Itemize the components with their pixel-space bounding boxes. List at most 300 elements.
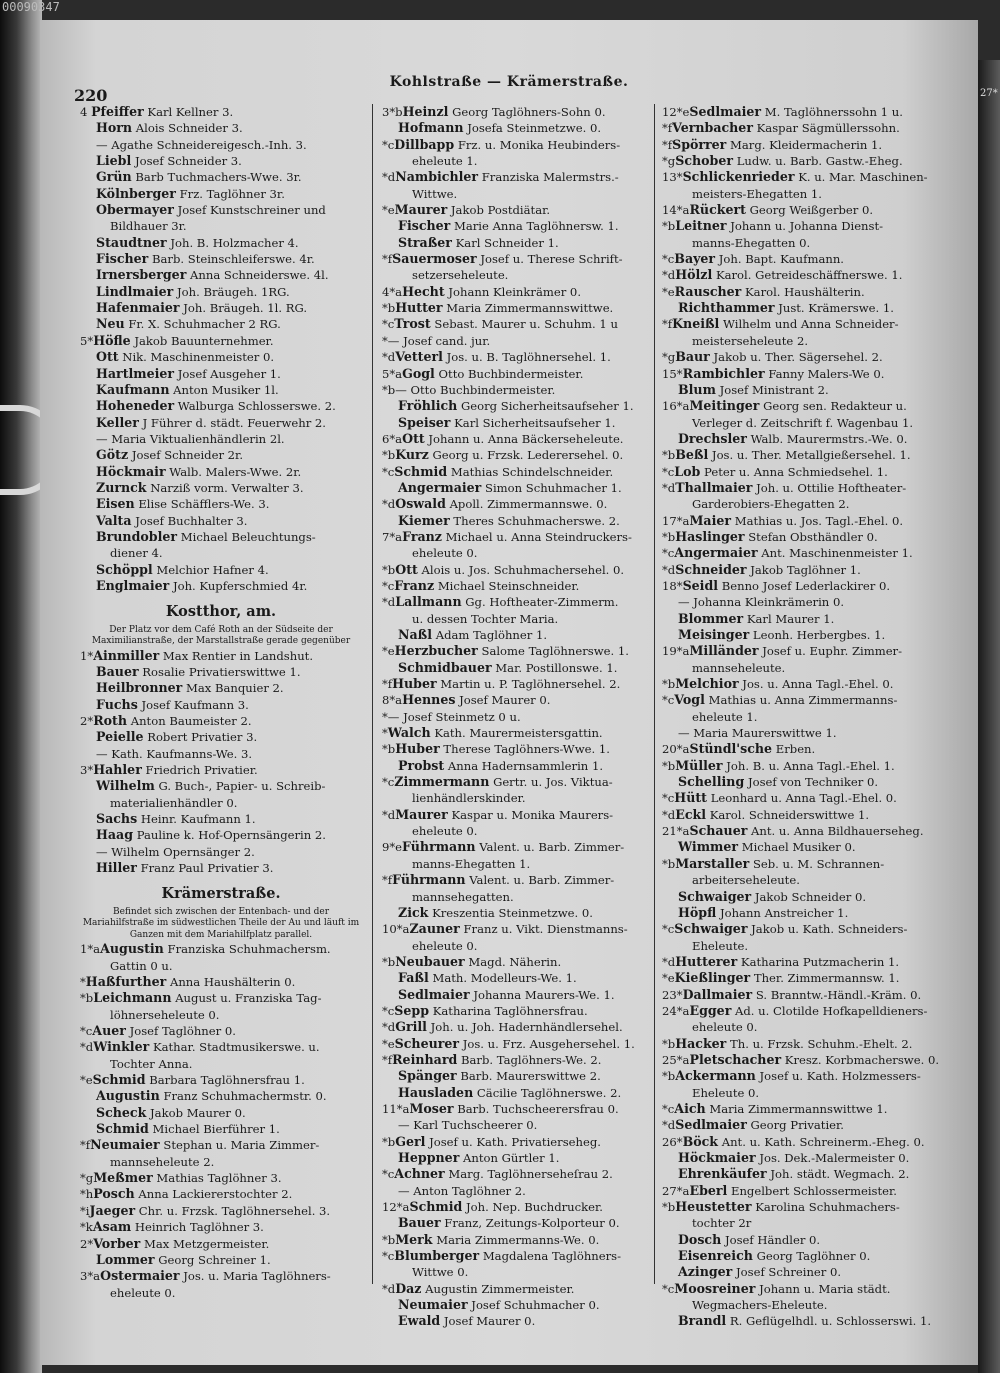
directory-entry bbox=[662, 921, 944, 937]
entry-prefix: 2* bbox=[80, 714, 94, 729]
directory-entry bbox=[662, 1019, 944, 1035]
directory-entry bbox=[382, 1183, 664, 1199]
directory-entry bbox=[662, 611, 944, 627]
entry-prefix: eheleute 0. bbox=[412, 938, 478, 953]
entry-prefix: *c bbox=[662, 546, 675, 561]
directory-entry bbox=[382, 921, 664, 937]
entry-name: Schmid bbox=[394, 463, 448, 479]
directory-entry bbox=[80, 366, 362, 382]
entry-details: Frz. Taglöhner 3r. bbox=[179, 186, 285, 201]
directory-entry bbox=[382, 480, 664, 496]
entry-details: Heinrich Taglöhner 3. bbox=[134, 1220, 264, 1235]
directory-entry bbox=[80, 480, 362, 496]
entry-details: Kaspar u. Monika Maurers- bbox=[451, 807, 614, 822]
entry-details: Georg Weißgerber 0. bbox=[749, 203, 874, 218]
directory-entry bbox=[80, 415, 362, 431]
entry-name: Melchior bbox=[675, 676, 739, 692]
entry-name: Keller bbox=[96, 414, 139, 430]
entry-prefix: *d bbox=[382, 170, 396, 185]
entry-prefix: *c bbox=[382, 317, 395, 332]
directory-entry bbox=[382, 1264, 664, 1280]
entry-details: Maria Zimmermannswittwe 1. bbox=[709, 1101, 888, 1116]
directory-entry bbox=[382, 611, 664, 627]
entry-name: Höckmaier bbox=[678, 1150, 756, 1165]
entry-name: Schmidbauer bbox=[398, 659, 492, 675]
entry-details: Alois u. Jos. Schuhmachersehel. 0. bbox=[421, 562, 625, 577]
entry-name: Trost bbox=[394, 316, 431, 332]
entry-name: Haßfurther bbox=[85, 974, 167, 989]
entry-details: Robert Privatier 3. bbox=[147, 730, 258, 745]
entry-name: Götz bbox=[96, 447, 129, 463]
entry-name: Angermaier bbox=[674, 545, 758, 561]
book-binding-edge bbox=[0, 0, 42, 1373]
directory-entry bbox=[80, 496, 362, 512]
entry-prefix: — Anton Taglöhner 2. bbox=[398, 1183, 526, 1198]
entry-details: Jos. u. Maria Taglöhners- bbox=[183, 1269, 331, 1284]
directory-entry bbox=[662, 333, 944, 349]
directory-entry bbox=[80, 382, 362, 398]
entry-name: Höfle bbox=[93, 332, 131, 348]
entry-details: Georg Sicherheitsaufseher 1. bbox=[461, 399, 634, 414]
entry-details: Th. u. Frzsk. Schuhm.-Ehelt. 2. bbox=[730, 1036, 913, 1051]
entry-prefix: diener 4. bbox=[110, 546, 163, 561]
entry-details: Josef u. Euphr. Zimmer- bbox=[762, 644, 903, 659]
directory-entry bbox=[382, 186, 664, 202]
directory-entry bbox=[382, 594, 664, 610]
entry-name: Hausladen bbox=[398, 1084, 474, 1100]
entry-prefix: arbeiterseheleute. bbox=[692, 873, 800, 888]
entry-name: Rambichler bbox=[682, 365, 765, 381]
entry-name: Schneider bbox=[675, 561, 747, 577]
directory-entry bbox=[382, 1248, 664, 1264]
directory-entry bbox=[662, 251, 944, 267]
directory-entry bbox=[382, 1019, 664, 1035]
entry-prefix: 17*a bbox=[662, 513, 690, 528]
entry-details: Marie Anna Taglöhnersw. 1. bbox=[453, 219, 619, 234]
entry-prefix: *f bbox=[662, 121, 673, 136]
entry-details: Kathar. Stadtmusikerswe. u. bbox=[152, 1040, 320, 1055]
directory-entry bbox=[382, 987, 664, 1003]
entry-prefix: Eheleute 0. bbox=[692, 1085, 760, 1100]
entry-name: Azinger bbox=[678, 1264, 733, 1280]
entry-details: Erben. bbox=[775, 742, 816, 757]
directory-entry bbox=[80, 990, 362, 1006]
directory-entry bbox=[382, 627, 664, 643]
entry-details: Josef u. Therese Schrift- bbox=[480, 252, 623, 267]
entry-details: Max Banquier 2. bbox=[185, 681, 284, 696]
directory-entry bbox=[80, 218, 362, 234]
directory-entry bbox=[662, 366, 944, 382]
entry-name: Achner bbox=[394, 1166, 445, 1182]
entry-name: Vogl bbox=[674, 692, 705, 708]
entry-details: Friedrich Privatier. bbox=[145, 763, 258, 778]
directory-entry bbox=[80, 811, 362, 827]
entry-details: Engelbert Schlossermeister. bbox=[731, 1183, 897, 1198]
entry-details: Magd. Näherin. bbox=[468, 954, 562, 969]
entry-details: J Führer d. städt. Feuerwehr 2. bbox=[142, 415, 326, 430]
entry-name: Neumaier bbox=[398, 1297, 468, 1313]
entry-details: Josef Taglöhner 0. bbox=[129, 1024, 236, 1039]
directory-entry bbox=[662, 431, 944, 447]
entry-prefix: 19*a bbox=[662, 644, 690, 659]
entry-details: Anton Gürtler 1. bbox=[463, 1151, 560, 1165]
entry-name: Dillbapp bbox=[394, 136, 455, 152]
directory-entry bbox=[80, 1039, 362, 1055]
entry-name: Auer bbox=[92, 1023, 126, 1039]
entry-prefix: *h bbox=[80, 1187, 94, 1202]
entry-details: Frz. u. Monika Heubinders- bbox=[457, 137, 621, 152]
directory-entry bbox=[80, 1203, 362, 1219]
entry-details: Joh. städt. Wegmach. 2. bbox=[770, 1167, 910, 1182]
entry-details: Georg Schreiner 1. bbox=[158, 1252, 271, 1267]
entry-prefix: *d bbox=[382, 1020, 396, 1035]
entry-name: Zauner bbox=[409, 921, 460, 937]
entry-prefix: *d bbox=[80, 1040, 94, 1055]
entry-name: Baur bbox=[675, 349, 710, 365]
directory-entry bbox=[382, 1150, 664, 1166]
directory-entry bbox=[382, 970, 664, 986]
directory-entry bbox=[80, 1137, 362, 1153]
entry-details: Franz Paul Privatier 3. bbox=[140, 861, 274, 876]
entry-name: Leichmann bbox=[93, 990, 172, 1006]
entry-details: Johann u. Johanna Dienst- bbox=[730, 219, 884, 234]
entry-name: Sachs bbox=[96, 811, 138, 827]
entry-name: Zick bbox=[398, 904, 429, 920]
entry-prefix: *f bbox=[382, 873, 393, 888]
section-note: Befindet sich zwischen der Entenbach- und der Mariahilfstraße im südwestlichen Theile der Au und läuft im Ganzen mit dem Mariahilfplatz parallel. bbox=[82, 906, 360, 940]
entry-details: Joh. B. u. Anna Tagl.-Ehel. 1. bbox=[726, 758, 895, 773]
entry-name: Peielle bbox=[96, 729, 144, 745]
entry-prefix: — Kath. Kaufmanns-We. 3. bbox=[96, 746, 253, 761]
directory-entry bbox=[80, 1268, 362, 1284]
entry-prefix: *c bbox=[662, 464, 675, 479]
entry-prefix: 20*a bbox=[662, 742, 690, 757]
directory-entry bbox=[80, 513, 362, 529]
entry-details: Franz, Zeitungs-Kolporteur 0. bbox=[444, 1216, 620, 1231]
entry-name: Scheck bbox=[96, 1104, 147, 1120]
entry-details: Max Metzgermeister. bbox=[143, 1236, 270, 1251]
directory-entry bbox=[662, 235, 944, 251]
directory-entry bbox=[382, 333, 664, 349]
directory-entry bbox=[382, 692, 664, 708]
entry-name: Hölzl bbox=[675, 267, 713, 283]
directory-entry bbox=[80, 267, 362, 283]
directory-entry bbox=[662, 856, 944, 872]
entry-details: Michael u. Anna Steindruckers- bbox=[445, 529, 632, 544]
directory-entry bbox=[80, 202, 362, 218]
entry-prefix: *b bbox=[662, 758, 676, 773]
entry-name: Vetterl bbox=[395, 349, 443, 365]
directory-entry bbox=[662, 1166, 944, 1182]
directory-entry bbox=[662, 1232, 944, 1248]
directory-entry bbox=[382, 1036, 664, 1052]
entry-details: Georg sen. Redakteur u. bbox=[763, 399, 907, 414]
entry-name: Hartlmeier bbox=[96, 365, 175, 381]
entry-name: Liebl bbox=[96, 153, 132, 169]
entry-name: Spörrer bbox=[672, 136, 727, 152]
directory-entry bbox=[662, 137, 944, 153]
entry-prefix: *g bbox=[80, 1171, 94, 1186]
directory-entry bbox=[662, 1264, 944, 1280]
entry-name: Hennes bbox=[402, 692, 456, 708]
directory-entry bbox=[80, 300, 362, 316]
entry-name: Moosreiner bbox=[674, 1280, 756, 1296]
entry-name: Gerl bbox=[395, 1133, 426, 1149]
entry-prefix: 23* bbox=[662, 987, 683, 1002]
entry-details: Johann u. Maria städt. bbox=[759, 1281, 891, 1296]
directory-entry bbox=[662, 169, 944, 185]
directory-entry bbox=[382, 1232, 664, 1248]
entry-prefix: *b bbox=[662, 856, 676, 871]
entry-prefix: meisterseheleute 2. bbox=[692, 333, 809, 348]
entry-details: Kaspar Sägmüllerssohn. bbox=[756, 121, 900, 136]
directory-entry bbox=[382, 447, 664, 463]
entry-details: Franz u. Vikt. Dienstmanns- bbox=[463, 922, 628, 937]
entry-name: Sedlmaier bbox=[689, 104, 762, 119]
directory-entry bbox=[662, 120, 944, 136]
directory-entry bbox=[662, 627, 944, 643]
entry-name: Grill bbox=[395, 1019, 427, 1035]
entry-prefix: *f bbox=[662, 317, 673, 332]
directory-entry bbox=[80, 431, 362, 447]
entry-name: Kaufmann bbox=[96, 381, 170, 397]
directory-entry bbox=[662, 398, 944, 414]
column-rule bbox=[372, 104, 373, 1284]
entry-details: Stephan u. Maria Zimmer- bbox=[163, 1138, 320, 1153]
entry-details: — Josef cand. jur. bbox=[387, 333, 491, 348]
entry-details: Ad. u. Clotilde Hofkapelldieners- bbox=[735, 1003, 928, 1018]
entry-prefix: *b bbox=[382, 448, 396, 463]
entry-prefix: eheleute 0. bbox=[412, 546, 478, 561]
entry-details: Jos. u. Ther. Metallgießersehel. 1. bbox=[711, 448, 911, 463]
entry-name: Angermaier bbox=[398, 479, 482, 495]
directory-entry bbox=[382, 872, 664, 888]
entry-prefix: *b bbox=[662, 448, 676, 463]
entry-name: Rückert bbox=[689, 202, 746, 218]
entry-prefix: — Wilhelm Opernsänger 2. bbox=[96, 844, 255, 859]
entry-name: Milländer bbox=[689, 643, 759, 659]
entry-details: Josef Schuhmacher 0. bbox=[471, 1298, 600, 1313]
entry-details: Alois Schneider 3. bbox=[135, 121, 243, 136]
entry-name: Huber bbox=[395, 741, 440, 757]
entry-details: Walburga Schlosserswe. 2. bbox=[177, 399, 336, 414]
entry-prefix: *e bbox=[80, 1073, 93, 1088]
entry-details: Kresz. Korbmacherswe. 0. bbox=[784, 1052, 940, 1067]
entry-details: Salome Taglöhnerswe. 1. bbox=[481, 644, 629, 659]
entry-name: Eisen bbox=[96, 496, 135, 512]
directory-entry bbox=[80, 529, 362, 545]
entry-prefix: Bildhauer 3r. bbox=[110, 219, 187, 234]
entry-details: Leonhard u. Anna Tagl.-Ehel. 0. bbox=[710, 791, 897, 806]
entry-prefix: *b bbox=[382, 301, 396, 316]
entry-prefix: *g bbox=[662, 350, 676, 365]
entry-prefix: *b bbox=[662, 219, 676, 234]
entry-name: Ehrenkäufer bbox=[678, 1166, 767, 1182]
entry-details: Jakob u. Ther. Sägersehel. 2. bbox=[713, 350, 883, 365]
entry-details: Ludw. u. Barb. Gastw.-Eheg. bbox=[736, 154, 903, 169]
entry-details: Georg u. Frzsk. Lederersehel. 0. bbox=[432, 448, 624, 463]
entry-details: Mar. Postillonswe. 1. bbox=[495, 660, 618, 675]
directory-entry bbox=[382, 1101, 664, 1117]
directory-entry bbox=[662, 464, 944, 480]
entry-name: Eisenreich bbox=[678, 1248, 753, 1264]
entry-prefix: 5*a bbox=[382, 366, 403, 381]
entry-details: Franz Schuhmachermstr. 0. bbox=[163, 1089, 327, 1104]
directory-entry bbox=[382, 1052, 664, 1068]
entry-details: Michael Bierführer 1. bbox=[152, 1122, 280, 1137]
entry-prefix: * bbox=[382, 726, 388, 741]
entry-details: Johann u. Anna Bäckerseheleute. bbox=[428, 431, 624, 446]
directory-entry bbox=[662, 594, 944, 610]
next-page-fragment: 27* bbox=[980, 88, 998, 99]
entry-details: Barb. Taglöhners-We. 2. bbox=[460, 1052, 602, 1067]
page-number: 220 bbox=[74, 86, 108, 105]
directory-entry bbox=[382, 790, 664, 806]
entry-name: Egger bbox=[689, 1002, 732, 1018]
entry-prefix: *b bbox=[382, 562, 396, 577]
directory-entry bbox=[382, 169, 664, 185]
entry-details: Jakob Maurer 0. bbox=[150, 1105, 246, 1120]
entry-prefix: * bbox=[80, 975, 86, 989]
directory-entry bbox=[662, 741, 944, 757]
directory-entry bbox=[662, 1199, 944, 1215]
entry-details: Josef Kaufmann 3. bbox=[141, 697, 249, 712]
entry-name: Schlickenrieder bbox=[682, 169, 795, 185]
entry-name: Bauer bbox=[398, 1215, 441, 1231]
entry-prefix: *e bbox=[382, 1036, 395, 1051]
directory-entry bbox=[80, 1007, 362, 1023]
directory-entry bbox=[662, 905, 944, 921]
entry-prefix: *b bbox=[80, 991, 94, 1006]
entry-details: Ant. u. Anna Bildhauerseheg. bbox=[751, 824, 924, 839]
entry-details: Walb. Malers-Wwe. 2r. bbox=[169, 464, 302, 479]
entry-details: Cäcilie Taglöhnerswe. 2. bbox=[476, 1085, 622, 1100]
directory-entry bbox=[382, 1068, 664, 1084]
entry-name: Drechsler bbox=[678, 430, 747, 446]
directory-entry bbox=[662, 496, 944, 512]
entry-details: Georg Taglöhner 0. bbox=[756, 1249, 871, 1264]
directory-entry bbox=[80, 1072, 362, 1088]
entry-prefix: *k bbox=[80, 1220, 93, 1235]
entry-details: Franziska Malermstrs.- bbox=[481, 170, 619, 185]
entry-name: Probst bbox=[398, 757, 445, 773]
entry-prefix: 1*a bbox=[80, 942, 101, 957]
entry-prefix: *c bbox=[662, 1281, 675, 1296]
entry-details: Josef Ausgeher 1. bbox=[177, 366, 281, 381]
entry-details: Ant. u. Kath. Schreinerm.-Eheg. 0. bbox=[721, 1134, 925, 1149]
entry-name: Fischer bbox=[398, 218, 451, 234]
directory-entry bbox=[80, 974, 362, 990]
entry-name: Irnersberger bbox=[96, 267, 187, 283]
entry-name: Naßl bbox=[398, 627, 433, 642]
entry-prefix: 6*a bbox=[382, 431, 403, 446]
entry-prefix: *c bbox=[662, 252, 675, 267]
scan-id: 00090347 bbox=[2, 0, 60, 14]
entry-name: Haag bbox=[96, 827, 134, 843]
entry-details: Johann Kleinkrämer 0. bbox=[448, 284, 581, 299]
directory-entry bbox=[80, 137, 362, 153]
directory-entry bbox=[382, 464, 664, 480]
entry-details: Simon Schuhmacher 1. bbox=[485, 480, 622, 495]
entry-name: Schober bbox=[675, 153, 733, 169]
directory-entry bbox=[382, 1313, 664, 1329]
entry-details: Johann Anstreicher 1. bbox=[719, 905, 849, 920]
entry-details: Anna Hadernsammlerin 1. bbox=[447, 758, 604, 773]
entry-prefix: Verleger d. Zeitschrift f. Wagenbau 1. bbox=[692, 415, 914, 430]
directory-entry bbox=[382, 529, 664, 545]
entry-details: Kreszentia Steinmetzwe. 0. bbox=[432, 905, 593, 920]
entry-prefix: löhnerseheleute 0. bbox=[110, 1007, 220, 1022]
entry-name: Asam bbox=[92, 1219, 132, 1235]
entry-details: Michael Steinschneider. bbox=[437, 578, 580, 593]
entry-prefix: mannseheleute. bbox=[692, 660, 786, 675]
entry-details: Walb. Maurermstrs.-We. 0. bbox=[750, 431, 908, 446]
entry-details: Joh. Bräugeh. 1l. RG. bbox=[183, 301, 308, 316]
entry-name: Maurer bbox=[395, 806, 448, 822]
entry-details: Nik. Maschinenmeister 0. bbox=[122, 350, 275, 365]
entry-details: M. Taglöhnerssohn 1 u. bbox=[764, 105, 903, 119]
entry-name: Schmid bbox=[92, 1072, 146, 1088]
directory-entry bbox=[382, 1297, 664, 1313]
entry-name: Schmid bbox=[409, 1199, 463, 1215]
entry-details: Joh. u. Ottilie Hoftheater- bbox=[756, 480, 907, 495]
directory-entry bbox=[662, 447, 944, 463]
directory-entry bbox=[382, 774, 664, 790]
entry-name: Faßl bbox=[398, 970, 429, 986]
directory-entry bbox=[80, 1219, 362, 1235]
entry-name: Dallmaier bbox=[682, 986, 753, 1002]
entry-name: Ewald bbox=[398, 1313, 441, 1329]
directory-entry bbox=[80, 941, 362, 957]
entry-name: Maier bbox=[689, 512, 732, 528]
entry-name: Hoheneder bbox=[96, 398, 175, 414]
directory-entry bbox=[662, 1297, 944, 1313]
entry-prefix: *b bbox=[382, 742, 396, 757]
entry-details: Michael Beleuchtungs- bbox=[180, 529, 316, 544]
entry-details: Augustin Zimmermeister. bbox=[425, 1281, 575, 1296]
entry-prefix: *d bbox=[662, 562, 676, 577]
entry-details: Sebast. Maurer u. Schuhm. 1 u bbox=[434, 317, 618, 332]
directory-entry bbox=[382, 1003, 664, 1019]
directory-entry bbox=[80, 1186, 362, 1202]
directory-entry bbox=[382, 300, 664, 316]
directory-entry bbox=[80, 1285, 362, 1301]
entry-name: Heilbronner bbox=[96, 680, 183, 696]
entry-name: Horn bbox=[96, 120, 133, 136]
entry-prefix: *i bbox=[80, 1203, 90, 1218]
entry-name: Hahler bbox=[93, 762, 142, 778]
entry-name: Posch bbox=[93, 1186, 135, 1202]
entry-details: Apoll. Zimmermannswe. 0. bbox=[449, 497, 608, 512]
entry-prefix: — Maria Viktualienhändlerin 2l. bbox=[96, 431, 285, 446]
entry-details: Josefa Steinmetzwe. 0. bbox=[467, 121, 602, 136]
entry-name: Augustin bbox=[96, 1088, 160, 1104]
entry-details: Anna Schneiderswe. 4l. bbox=[190, 268, 329, 283]
directory-entry bbox=[382, 1281, 664, 1297]
entry-prefix: meisters-Ehegatten 1. bbox=[692, 186, 822, 201]
entry-name: Brundobler bbox=[96, 528, 178, 544]
directory-entry bbox=[662, 186, 944, 202]
directory-entry bbox=[382, 104, 664, 120]
entry-details: Katharina Putzmacherin 1. bbox=[740, 954, 900, 969]
directory-entry bbox=[382, 284, 664, 300]
directory-entry bbox=[382, 889, 664, 905]
entry-details: Karl Maurer 1. bbox=[746, 611, 835, 626]
entry-prefix: 26* bbox=[662, 1134, 683, 1149]
entry-details: Heinr. Kaufmann 1. bbox=[140, 812, 256, 827]
entry-name: Staudtner bbox=[96, 234, 167, 250]
entry-name: Neu bbox=[96, 316, 125, 332]
